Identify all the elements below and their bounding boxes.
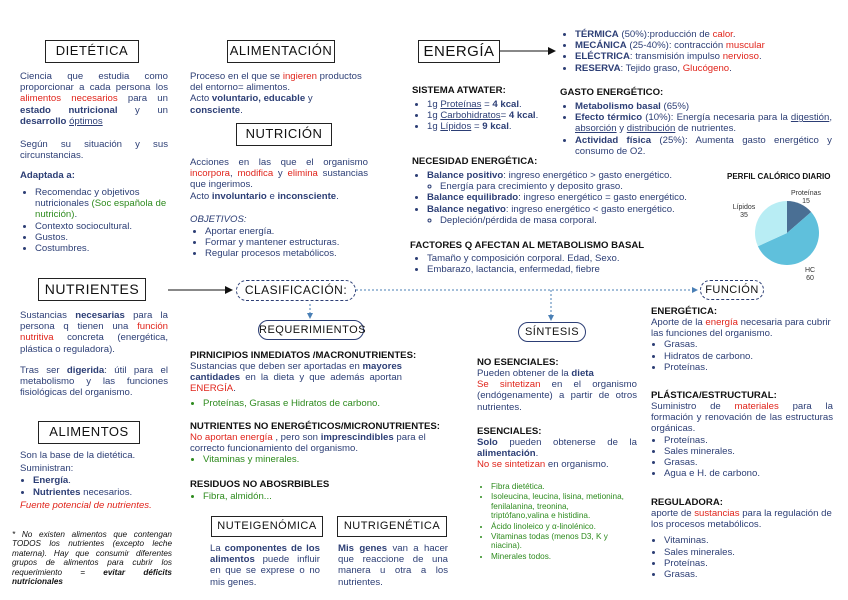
dietetica-situacion: Según su situación y sus circunstancias. bbox=[20, 139, 168, 162]
list-item: • Isoleucina, leucina, lisina, metionina, fenilalanina, treonina, triptófano,valina e histidina. bbox=[491, 492, 628, 520]
gasto-title: GASTO ENERGÉTICO: bbox=[560, 87, 664, 98]
list-item: • Proteínas, Grasas e Hidratos de carbono. bbox=[203, 398, 402, 409]
pie-value-label: 15 bbox=[802, 198, 810, 205]
list-item: • Vitaminas todas (menos D3, K y niacina). bbox=[491, 532, 628, 551]
list-item: • 1g Lípidos = 9 kcal. bbox=[427, 121, 564, 132]
funcion-plastica: PLÁSTICA/ESTRUCTURAL: Suministro de materiales para la formación y renovación de las estructuras orgánicas. • Proteínas. • Sales minerales. • Grasas. • Agua e H. de carbono. bbox=[651, 390, 833, 479]
nutrigenomica-title: NUTEIGENÓMICA bbox=[211, 516, 323, 537]
alimentacion-title: ALIMENTACIÓN bbox=[227, 40, 335, 63]
atwater-title: SISTEMA ATWATER: bbox=[412, 85, 506, 96]
list-item: • Grasas. bbox=[664, 569, 837, 580]
macro-title: PIRNICIPIOS INMEDIATOS /MACRONUTRIENTES: bbox=[190, 350, 417, 361]
list-item: ◦ Depleción/pérdida de masa corporal. bbox=[440, 215, 714, 226]
list-item: • Aportar energía. bbox=[205, 226, 370, 237]
macro-text: Sustancias que deben ser aportadas en mayores cantidades en la dieta y que además aportan ENERGÍA. • Proteínas, Grasas e Hidratos de carbono. bbox=[190, 361, 402, 409]
requerimientos-title: REQUERIMIENTOS bbox=[258, 320, 364, 340]
nutricion-text: Acciones en las que el organismo incorpora, modifica y elimina sustancias que ingerimos. Acto involuntario e inconsciente. bbox=[190, 157, 368, 202]
list-item: • Recomendac y objetivos nutricionales (Soc española de nutrición). bbox=[35, 187, 172, 221]
factores-title: FACTORES Q AFECTAN AL METABOLISMO BASAL bbox=[410, 240, 645, 251]
pie-value-label: 35 bbox=[740, 212, 748, 219]
alimentos-title: ALIMENTOS bbox=[38, 421, 140, 444]
alimentacion-text: Proceso en el que se ingieren productos del entorno= alimentos. Acto voluntario, educable y consciente. bbox=[190, 71, 362, 116]
list-item: • Balance equilibrado: ingreso energético = gasto energético. bbox=[427, 192, 714, 203]
list-item: • Contexto sociocultural. bbox=[35, 221, 172, 232]
list-item: • Grasas. bbox=[664, 457, 833, 468]
residuos-title: RESIDUOS NO ABOSRBIBLES bbox=[190, 479, 330, 490]
chart-title: PERFIL CALÓRICO DIARIO bbox=[727, 172, 831, 181]
list-item: • Vitaminas y minerales. bbox=[203, 454, 452, 465]
no-esenciales-title: NO ESENCIALES: bbox=[477, 357, 559, 368]
list-item: • Balance positivo: ingreso energético > gasto energético. ◦ Energía para crecimiento y deposito graso. bbox=[427, 170, 714, 192]
dietetica-title: DIETÉTICA bbox=[45, 40, 139, 63]
sintesis-title: SÍNTESIS bbox=[518, 322, 586, 342]
nutrientes-text: Sustancias necesarias para la persona q tienen una función nutritiva concreta (energética, plástica o reguladora). Tras ser digerida: útil para el metabolismo y las funciones fisiológicas del organismo. bbox=[20, 310, 168, 399]
funcion-reguladora: REGULADORA: aporte de sustancias para la regulación de los procesos metabólicos. • Vitaminas. • Sales minerales. • Proteínas. • Grasas. bbox=[651, 497, 837, 580]
list-item: • Proteínas. bbox=[664, 362, 833, 373]
micro-title: NUTRIENTES NO ENERGÉTICOS/MICRONUTRIENTES: bbox=[190, 421, 440, 432]
list-item: • MECÁNICA (25-40%): contracción muscular bbox=[575, 40, 802, 51]
esenciales-text: Solo pueden obtenerse de la alimentación. No se sintetizan en organismo. bbox=[477, 437, 637, 471]
list-item: • Sales minerales. bbox=[664, 446, 833, 457]
list-item: • Sales minerales. bbox=[664, 547, 837, 558]
residuos-list bbox=[190, 491, 390, 502]
esenciales-title: ESENCIALES: bbox=[477, 426, 542, 437]
list-item: • 1g Proteínas = 4 kcal. bbox=[427, 99, 564, 110]
list-item: • Fibra dietética. bbox=[491, 482, 628, 491]
list-item: • Vitaminas. bbox=[664, 535, 837, 546]
no-esenciales-text: Pueden obtener de la dieta Se sintetizan en el organismo (endógenamente) a partir de otros nutrientes. bbox=[477, 368, 637, 413]
list-item: • Metabolismo basal (65%) bbox=[575, 101, 832, 112]
list-item: • TÉRMICA (50%):producción de calor. bbox=[575, 29, 802, 40]
pie-label: Lípidos bbox=[732, 204, 756, 211]
list-item: • Balance negativo: ingreso energético < gasto energético. ◦ Depleción/pérdida de masa corporal. bbox=[427, 204, 714, 226]
list-item: • Gustos. bbox=[35, 232, 172, 243]
list-item: • Actividad física (25%): Aumenta gasto energético y consumo de O2. bbox=[575, 135, 832, 157]
adaptada-title: Adaptada a: bbox=[20, 170, 75, 181]
nutrigenomica-text: La componentes de los alimentos puede influir en que se exprese o no mis genes. bbox=[210, 543, 320, 588]
alimentos-note: * No existen alimentos que contengan TODOS los nutrientes (excepto leche materna). Hay que consumir diferentes grupos de alimentos para cubrir los requerimiento = evitar déficits nutricionales bbox=[12, 530, 172, 587]
pie-label: Proteínas bbox=[791, 190, 821, 197]
list-item: • Energía. bbox=[33, 475, 170, 486]
list-item: • Grasas. bbox=[664, 339, 833, 350]
funcion-title: FUNCIÓN bbox=[700, 280, 764, 300]
list-item: • Embarazo, lactancia, enfermedad, fiebre bbox=[427, 264, 674, 275]
list-item: • Proteínas. bbox=[664, 435, 833, 446]
list-item: • Hidratos de carbono. bbox=[664, 351, 833, 362]
esenciales-list bbox=[478, 482, 628, 562]
energia-title: ENERGÍA bbox=[418, 40, 500, 63]
list-item: • 1g Carbohidratos= 4 kcal. bbox=[427, 110, 564, 121]
nutricion-title: NUTRICIÓN bbox=[236, 123, 332, 146]
micro-text: No aportan energía , pero son imprescindibles para el correcto funcionamiento del organismo. • Vitaminas y minerales. bbox=[190, 432, 452, 466]
nutrigenetica-text: Mis genes van a hacer que reaccione de una manera u otra a los nutrientes. bbox=[338, 543, 448, 588]
necesidad-title: NECESIDAD ENERGÉTICA: bbox=[412, 156, 538, 167]
nutrigenetica-title: NUTRIGENÉTICA bbox=[337, 516, 447, 537]
list-item: • Agua e H. de carbono. bbox=[664, 468, 833, 479]
alimentos-text: Son la base de la dietética. Suministran: • Energía. • Nutrientes necesarios. Fuente potencial de nutrientes. bbox=[20, 450, 170, 511]
pie-value-label: 60 bbox=[806, 275, 814, 282]
list-item: • Formar y mantener estructuras. bbox=[205, 237, 370, 248]
list-item: • Nutrientes necesarios. bbox=[33, 487, 170, 498]
objetivos-title: OBJETIVOS: bbox=[190, 214, 247, 225]
list-item: • Efecto térmico (10%): Energía necesaria para la digestión, absorción y distribución de nutrientes. bbox=[575, 112, 832, 134]
funcion-energetica: ENERGÉTICA: Aporte de la energía necesaria para cubrir las funciones del organismo. • Grasas. • Hidratos de carbono. • Proteínas. bbox=[651, 306, 833, 373]
list-item: • Tamaño y composición corporal. Edad, Sexo. bbox=[427, 253, 674, 264]
list-item: • Minerales todos. bbox=[491, 552, 628, 561]
list-item: ◦ Energía para crecimiento y deposito graso. bbox=[440, 181, 714, 192]
list-item: • Ácido linoleico y α-linolénico. bbox=[491, 522, 628, 531]
dietetica-definition: Ciencia que estudia como proporcionar a cada persona los alimentos necesarios para un estado nutricional y un desarrollo óptimos bbox=[20, 71, 168, 127]
list-item: • Proteínas. bbox=[664, 558, 837, 569]
nutrientes-title: NUTRIENTES bbox=[38, 278, 146, 301]
list-item: • Costumbres. bbox=[35, 243, 172, 254]
list-item: • RESERVA: Tejido graso, Glucógeno. bbox=[575, 63, 802, 74]
pie-label: HC bbox=[804, 267, 816, 274]
clasificacion-title: CLASIFICACIÓN: bbox=[236, 280, 356, 301]
list-item: • Fibra, almidón... bbox=[203, 491, 390, 502]
list-item: • ELÉCTRICA: transmisión impulso nervioso. bbox=[575, 51, 802, 62]
list-item: • Regular procesos metabólicos. bbox=[205, 248, 370, 259]
